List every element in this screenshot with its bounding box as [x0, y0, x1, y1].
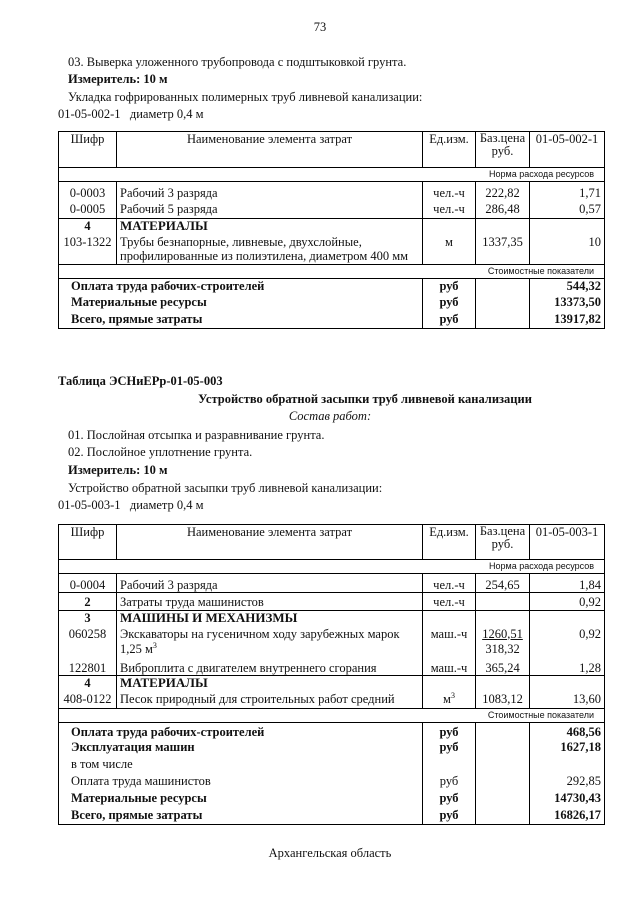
col-header-norm: 01-05-002-1 — [530, 132, 605, 168]
cost-label-2: Стоимостные показатели — [59, 709, 605, 723]
work-step-2: 02. Послойное уплотнение грунта. — [68, 445, 253, 459]
measure-unit-2: Измеритель: 10 м — [68, 463, 168, 477]
col-header-name: Наименование элемента затрат — [117, 525, 423, 560]
work-description-2: Устройство обратной засыпки труб ливневой канализации: — [68, 481, 383, 495]
cost-label: Стоимостные показатели — [59, 265, 605, 279]
total-row: Оплата труда рабочих-строителей руб 544,32 — [59, 279, 605, 295]
total-row: в том числе — [59, 757, 605, 774]
work-step: 03. Выверка уложенного трубопровода с подштыковкой грунта. — [68, 55, 407, 69]
table-row: 3 МАШИНЫ И МЕХАНИЗМЫ — [59, 611, 605, 627]
col-header-name: Наименование элемента затрат — [117, 132, 423, 168]
table-row: 122801 Виброплита с двигателем внутреннего сгорания маш.-ч 365,24 1,28 — [59, 659, 605, 676]
total-row: Всего, прямые затраты руб 13917,82 — [59, 312, 605, 329]
table-subtitle: Состав работ: — [288, 409, 372, 423]
norm-code-line-2: 01-05-003-1 диаметр 0,4 м — [58, 498, 204, 512]
col-header-price: Баз.цена руб. — [476, 132, 530, 168]
total-row: Оплата труда машинистов руб 292,85 — [59, 774, 605, 791]
footer-region: Архангельская область — [268, 846, 392, 860]
table-row: 0-0004 Рабочий 3 разряда чел.-ч 254,65 1,84 — [59, 578, 605, 593]
col-header-code: Шифр — [59, 525, 117, 560]
table-row: 103-1322 Трубы безнапорные, ливневые, двухслойные, профилированные из полиэтилена, диаметром 400 мм м 1337,35 10 — [59, 235, 605, 265]
measure-unit: Измеритель: 10 м — [68, 72, 168, 86]
work-step-1: 01. Послойная отсыпка и разравнивание грунта. — [68, 428, 325, 442]
total-row: Оплата труда рабочих-строителей руб 468,56 — [59, 723, 605, 740]
col-header-unit: Ед.изм. — [423, 132, 476, 168]
table-row: 0-0005 Рабочий 5 разряда чел.-ч 286,48 0,57 — [59, 202, 605, 219]
col-header-code: Шифр — [59, 132, 117, 168]
total-row: Эксплуатация машин руб 1627,18 — [59, 740, 605, 757]
table-id: Таблица ЭСНиЕРр-01-05-003 — [58, 374, 223, 388]
table-row: 4 МАТЕРИАЛЫ — [59, 676, 605, 692]
page-number: 73 — [313, 20, 327, 34]
resource-table-2 — [58, 524, 605, 825]
work-description: Укладка гофрированных полимерных труб ливневой канализации: — [68, 90, 423, 104]
norm-code-line: 01-05-002-1 диаметр 0,4 м — [58, 107, 204, 121]
norm-label: Норма расхода ресурсов — [59, 168, 605, 182]
col-header-price: Баз.цена руб. — [476, 525, 530, 560]
total-row: Всего, прямые затраты руб 16826,17 — [59, 808, 605, 825]
total-row: Материальные ресурсы руб 14730,43 — [59, 791, 605, 808]
table-row: 4 МАТЕРИАЛЫ — [59, 219, 605, 235]
table-row: 2 Затраты труда машинистов чел.-ч 0,92 — [59, 593, 605, 611]
total-row: Материальные ресурсы руб 13373,50 — [59, 295, 605, 312]
table-row: 060258 Экскаваторы на гусеничном ходу зарубежных марок 1,25 $м^3$ маш.-ч 1260,51 318,32 0,92 — [59, 627, 605, 659]
table-title: Устройство обратной засыпки труб ливневой канализации — [198, 392, 532, 406]
table-row: 408-0122 Песок природный для строительных работ средний $м^3$ 1083,12 13,60 — [59, 692, 605, 709]
col-header-unit: Ед.изм. — [423, 525, 476, 560]
norm-label-2: Норма расхода ресурсов — [59, 560, 605, 574]
col-header-norm: 01-05-003-1 — [530, 525, 605, 560]
resource-table-1 — [58, 131, 605, 329]
table-row: 0-0003 Рабочий 3 разряда чел.-ч 222,82 1,71 — [59, 186, 605, 202]
